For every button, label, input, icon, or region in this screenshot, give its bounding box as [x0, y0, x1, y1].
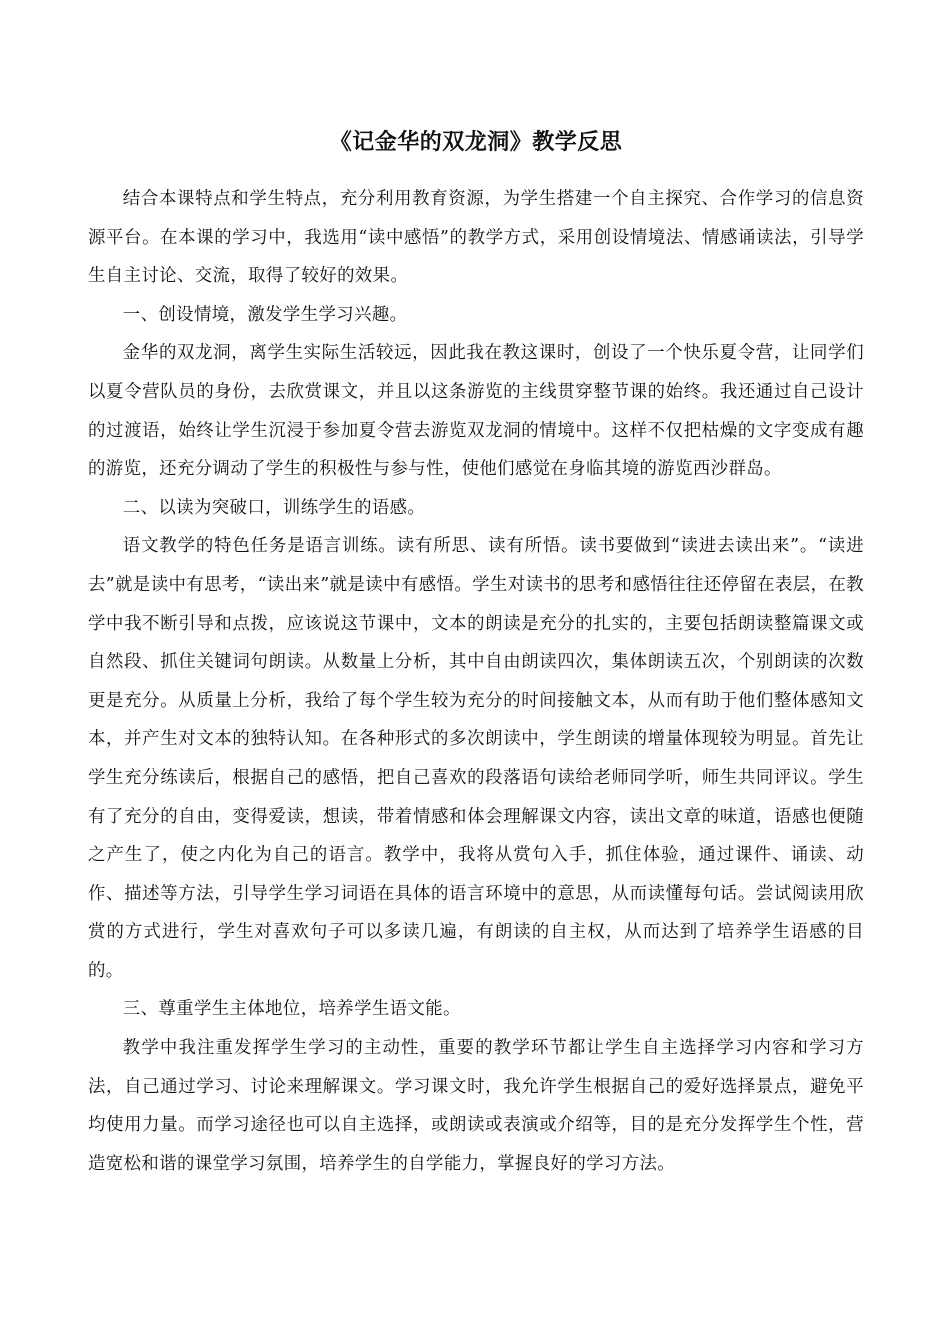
- section-heading-2: 二、以读为突破口，训练学生的语感。: [122, 497, 426, 518]
- intro-paragraph: 结合本课特点和学生特点，充分利用教育资源，为学生搭建一个自主探究、合作学习的信息资源平台。在本课的学习中，我选用“读中感悟”的教学方式，采用创设情境法、情感诵读法，引导学生自主讨论、交流，取得了较好的效果。: [88, 189, 864, 287]
- document-title: 《记金华的双龙洞》教学反思: [329, 129, 623, 155]
- section-body-2: 语文教学的特色任务是语言训练。读有所思、读有所悟。读书要做到“读进去读出来”。“读进去”就是读中有思考，“读出来”就是读中有感悟。学生对读书的思考和感悟往往还停留在表层，在教学中我不断引导和点拨，应该说这节课中，文本的朗读是充分的扎实的，主要包括朗读整篇课文或自然段、抓住关键词句朗读。从数量上分析，其中自由朗读四次，集体朗读五次，个别朗读的次数更是充分。从质量上分析，我给了每个学生较为充分的时间接触文本，从而有助于他们整体感知文本，并产生对文本的独特认知。在各种形式的多次朗读中，学生朗读的增量体现较为明显。首先让学生充分练读后，根据自己的感悟，把自己喜欢的段落语句读给老师同学听，师生共同评议。学生有了充分的自由，变得爱读，想读，带着情感和体会理解课文内容，读出文章的味道，语感也便随之产生了，使之内化为自己的语言。教学中，我将从赏句入手，抓住体验，通过课件、诵读、动作、描述等方法，引导学生学习词语在具体的语言环境中的意思，从而读懂每句话。尝试阅读用欣赏的方式进行，学生对喜欢句子可以多读几遍，有朗读的自主权，从而达到了培养学生语感的目的。: [88, 536, 864, 981]
- section-heading-1: 一、创设情境，激发学生学习兴趣。: [122, 304, 408, 325]
- section-body-1: 金华的双龙洞，离学生实际生活较远，因此我在教这课时，创设了一个快乐夏令营，让同学们以夏令营队员的身份，去欣赏课文，并且以这条游览的主线贯穿整节课的始终。我还通过自己设计的过渡语，始终让学生沉浸于参加夏令营去游览双龙洞的情境中。这样不仅把枯燥的文字变成有趣的游览，还充分调动了学生的积极性与参与性，使他们感觉在身临其境的游览西沙群岛。: [88, 343, 864, 480]
- document-page: [88, 122, 864, 1183]
- section-body-3: 教学中我注重发挥学生学习的主动性，重要的教学环节都让学生自主选择学习内容和学习方法，自己通过学习、讨论来理解课文。学习课文时，我允许学生根据自己的爱好选择景点，避免平均使用力量。而学习途径也可以自主选择，或朗读或表演或介绍等，目的是充分发挥学生个性，营造宽松和谐的课堂学习氛围，培养学生的自学能力，掌握良好的学习方法。: [88, 1038, 864, 1174]
- section-heading-3: 三、尊重学生主体地位，培养学生语文能。: [122, 999, 461, 1020]
